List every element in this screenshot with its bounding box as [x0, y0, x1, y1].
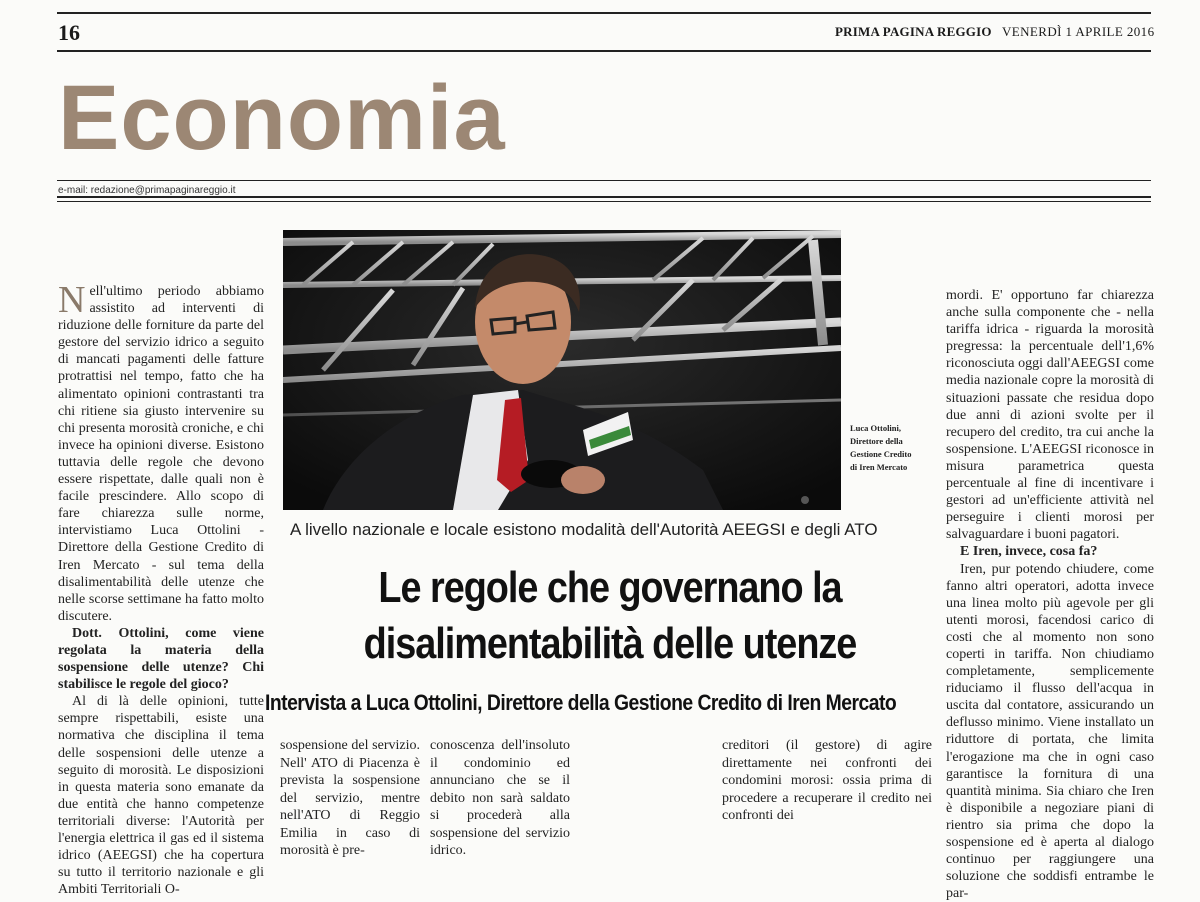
headline-line: Le regole che governano la	[331, 560, 890, 616]
section-title: Economia	[58, 72, 506, 164]
page-number: 16	[58, 20, 80, 46]
paragraph: mordi. E' opportuno far chiarezza anche sulla componente che - nella tariffa idrica - riguarda la morosità pregressa: la percentuale dell'1,6% riconosciuta oggi dall'AEEGSI come media nazionale copre la morosità di situazioni passate che residua dopo due anni di azioni svolte per il recupero del credito, tra cui anche la sospensione. L'AEEGSI riconosce in misura parametrica questa percentuale al fine di incentivare i gestori ad un'efficiente attività nel perseguire i clienti morosi per salvaguardare i buoni pagatori.	[946, 287, 1154, 543]
caption-line: Direttore della	[850, 435, 935, 448]
headline-line: disalimentabilità delle utenze	[331, 616, 890, 672]
article-column-left	[58, 283, 264, 898]
section-email: e-mail: redazione@primapaginareggio.it	[58, 185, 235, 196]
answer-paragraph: Al di là delle opinioni, tutte sempre rispettabili, esiste una normativa che disciplina il tema delle sospensioni delle utenze a seguito di morosità. Le disposizioni in questa materia sono emanate da due entità che hanno competenze territoriali diverse: l'Autorità per l'energia elettrica il gas ed il sistema idrico (AEEGSI) che ha copertura su tutto il territorio nazionale e gli Ambiti Territoriali O-	[58, 693, 264, 898]
article-column-bottom-3: creditori (il gestore) di agire direttamente nei confronti dei condomini morosi: ossia prima di procedere a recuperare il credito nei confronti dei	[722, 737, 932, 825]
article-subheadline: Intervista a Luca Ottolini, Direttore della Gestione Credito di Iren Mercato	[265, 690, 863, 716]
article-photo	[283, 230, 841, 510]
intro-paragraph	[58, 283, 264, 625]
intro-text: ell'ultimo periodo abbiamo assistito ad interventi di riduzione delle forniture da parte del gestore del servizio idrico a seguito di mancati pagamenti delle fatture protrattisi nel tempo, fatto che ha alimentato opinioni contrastanti tra chi ritiene sia giusto intervenire su chi presenta morosità croniche, e chi invece ha opinioni diverse. Esistono tuttavia delle regole che devono essere rispettate, dalle quali non è facile prescindere. Allo scopo di fare chiarezza sulle norme, intervistiamo Luca Ottolini - Direttore della Gestione Credito di Iren Mercato - sul tema della disalimentabilità delle utenze che nelle scorse settimane ha fatto molto discutere.	[58, 284, 264, 624]
header-rule	[57, 50, 1151, 52]
caption-line: Luca Ottolini,	[850, 422, 935, 435]
section-bottom-rule	[57, 196, 1151, 198]
top-rule	[57, 12, 1151, 14]
section-bottom-rule-thin	[57, 201, 1151, 202]
article-column-bottom-2: conoscenza dell'insoluto il condominio ed annunciano che se il debito non sarà saldato si procederà alla sospensione del servizio idrico.	[430, 737, 570, 860]
photo-caption	[850, 422, 935, 474]
question: E Iren, invece, cosa fa?	[946, 543, 1154, 560]
caption-line: Gestione Credito	[850, 448, 935, 461]
article-column-right	[946, 287, 1154, 902]
caption-line: di Iren Mercato	[850, 461, 935, 474]
issue-date: VENERDÌ 1 APRILE 2016	[1002, 24, 1154, 40]
question: Dott. Ottolini, come viene regolata la materia della sospensione delle utenze? Chi stabilisce le regole del gioco?	[58, 625, 264, 693]
section-rule	[57, 180, 1151, 181]
article-kicker: A livello nazionale e locale esistono modalità dell'Autorità AEEGSI e degli ATO	[290, 520, 930, 540]
masthead: PRIMA PAGINA REGGIO	[835, 24, 992, 40]
article-headline	[331, 560, 890, 672]
answer-paragraph: Iren, pur potendo chiudere, come fanno altri operatori, adotta invece una linea molto più agevole per gli utenti morosi, facendosi carico di costi che al momento non sono coperti in tariffa. Non chiudiamo completamente, semplicemente riduciamo il flusso dell'acqua in uscita dal contatore, assicurando un deflusso minimo. Viene installato un riduttore di portata, che limita l'erogazione ma che in ogni caso garantisce la fornitura di una quantità minima. Sia chiaro che Iren è disponibile a negoziare piani di rientro sia prima che dopo la sospensione ed è aperta al dialogo continuo per raggiungere una soluzione che soddisfi entrambe le par-	[946, 561, 1154, 902]
article-column-bottom-1: sospensione del servizio. Nell' ATO di Piacenza è prevista la sospensione del servizio, mentre nell'ATO di Reggio Emilia in caso di morosità è pre-	[280, 737, 420, 860]
drop-cap: N	[58, 285, 85, 315]
